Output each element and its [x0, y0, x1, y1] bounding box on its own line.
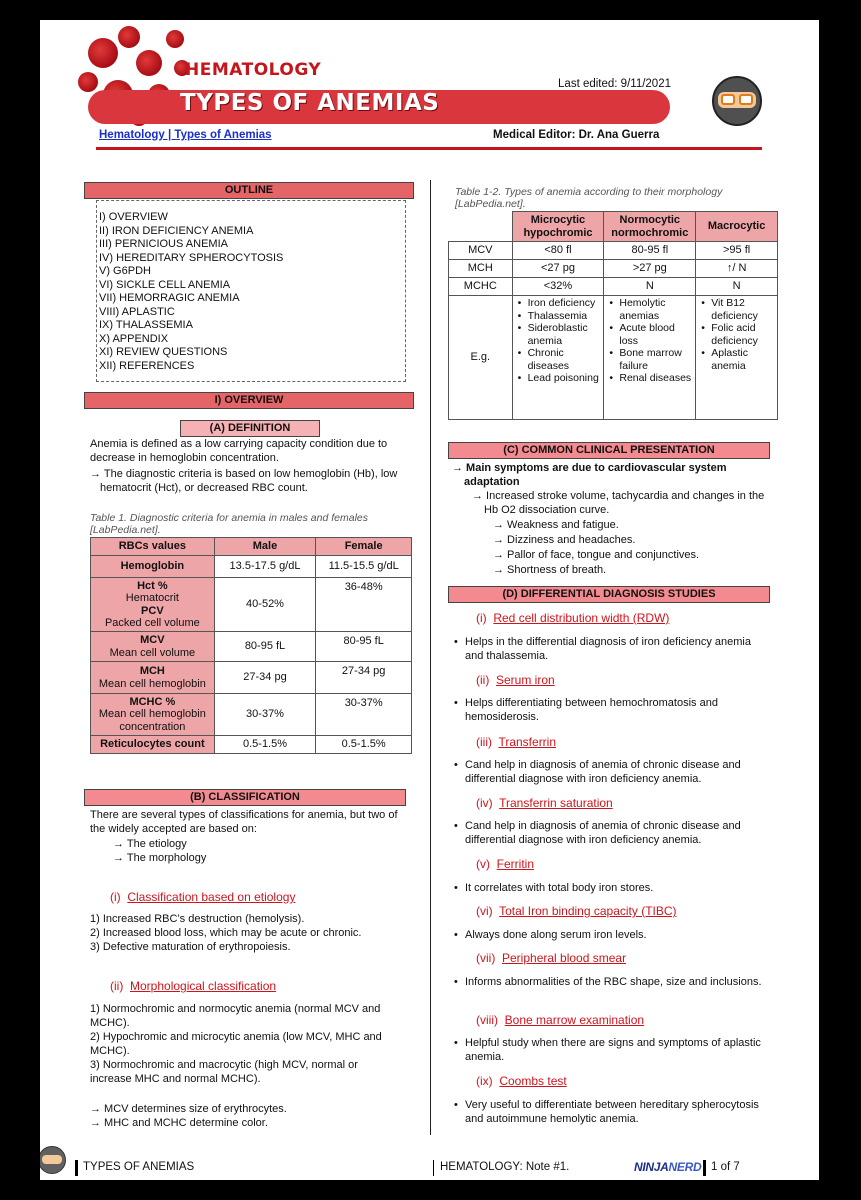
- female-value: 11.5-15.5 g/dL: [316, 556, 412, 578]
- outline-item[interactable]: IX) THALASSEMIA: [99, 319, 193, 331]
- table-row: [91, 736, 412, 754]
- definition-text: Anemia is defined as a low carrying capacity condition due to decrease in hemoglobin concentration.: [90, 438, 388, 464]
- study-name: Bone marrow examination: [504, 1013, 645, 1027]
- row-label: MCH: [449, 260, 513, 278]
- row-sublabel: Mean cell hemoglobin: [98, 677, 206, 690]
- morph-title: Morphological classification: [130, 979, 277, 993]
- document-page: [40, 20, 819, 1180]
- example-item: • Acute blood loss: [607, 322, 692, 347]
- clinical-sub: → Increased stroke volume, tachycardia and changes in the Hb O2 dissociation curve.: [472, 490, 765, 516]
- outline-item[interactable]: XI) REVIEW QUESTIONS: [99, 346, 228, 358]
- study-rdw-text: • Helps in the differential diagnosis of iron deficiency anemia and thalassemia.: [452, 635, 772, 663]
- table-row: [91, 578, 412, 632]
- etiology-title: Classification based on etiology: [127, 890, 296, 904]
- page-title: TYPES OF ANEMIAS: [180, 90, 440, 116]
- example-item: • Iron deficiency: [516, 297, 601, 310]
- study-ferritin-title: [476, 857, 534, 871]
- row-label: MCH: [139, 665, 165, 677]
- table2-caption: Table 1-2. Types of anemia according to their morphology [LabPedia.net].: [455, 186, 723, 210]
- study-bone-marrow-title: [476, 1013, 644, 1027]
- study-rdw-title: [476, 611, 669, 625]
- study-number: (iii): [476, 735, 492, 749]
- outline-item[interactable]: VI) SICKLE CELL ANEMIA: [99, 278, 231, 291]
- table-row: [449, 296, 778, 420]
- etiology-item: 1) Increased RBC’s destruction (hemolysis).: [90, 913, 305, 925]
- study-name: Ferritin: [496, 857, 535, 871]
- example-item: • Lead poisoning: [516, 372, 601, 385]
- morph-item: 2) Hypochromic and microcytic anemia (low MCV, MHC and MCHC).: [90, 1031, 382, 1057]
- study-name: Transferrin saturation: [499, 796, 613, 810]
- male-value: 80-95 fL: [214, 632, 316, 662]
- male-value: 30-37%: [214, 694, 316, 736]
- study-name: Red cell distribution width (RDW): [493, 611, 670, 625]
- outline-item[interactable]: III) PERNICIOUS ANEMIA: [99, 238, 228, 250]
- table-cell: N: [696, 278, 778, 296]
- classification-text: There are several types of classifications for anemia, but two of the widely accepted are based on:: [90, 809, 398, 835]
- example-item: • Thalassemia: [516, 310, 601, 323]
- study-transferrin-text: • Cand help in diagnosis of anemia of chronic disease and differential diagnose with iron deficiency anemia.: [452, 758, 782, 786]
- study-bone-marrow-text: • Helpful study when there are signs and symptoms of aplastic anemia.: [452, 1036, 772, 1064]
- ninja-nerd-logo: [634, 1160, 701, 1174]
- outline-item[interactable]: XII) REFERENCES: [99, 359, 195, 372]
- definition-arrow: → The diagnostic criteria is based on low hemoglobin (Hb), low hematocrit (Hct), or decreased RBC count.: [90, 468, 398, 494]
- table-cell: >27 pg: [604, 260, 696, 278]
- morph-item: 1) Normochromic and normocytic anemia (normal MCV and MCHC).: [90, 1003, 381, 1029]
- diagnostic-criteria-table: [90, 537, 412, 754]
- outline-item[interactable]: II) IRON DEFICIENCY ANEMIA: [99, 224, 254, 237]
- example-item: • Aplastic anemia: [699, 347, 774, 372]
- clinical-heading: (C) COMMON CLINICAL PRESENTATION: [448, 442, 770, 459]
- table-cell: <80 fl: [512, 242, 604, 260]
- outline-item[interactable]: IV) HEREDITARY SPHEROCYTOSIS: [99, 251, 284, 264]
- female-value: 36-48%: [316, 578, 412, 632]
- table-corner: [449, 212, 513, 242]
- column-divider: [430, 180, 431, 1135]
- row-sublabel: Hematocrit: [125, 592, 179, 604]
- breadcrumb-link[interactable]: Hematology | Types of Anemias: [99, 129, 272, 141]
- table-header: Male: [214, 538, 316, 556]
- morph-note: → MCV determines size of erythrocytes.: [90, 1103, 287, 1115]
- etiology-number: (i): [110, 890, 121, 904]
- row-label: Reticulocytes count: [100, 738, 205, 751]
- example-item: • Renal diseases: [607, 372, 692, 385]
- male-value: 0.5-1.5%: [214, 736, 316, 754]
- study-number: (i): [476, 611, 487, 625]
- row-label: MCHC: [449, 278, 513, 296]
- study-name: Total Iron binding capacity (TIBC): [499, 904, 677, 918]
- table-header: Female: [316, 538, 412, 556]
- ninja-mascot-small-icon: [40, 1146, 66, 1174]
- brand-label: HEMATOLOGY: [185, 60, 322, 80]
- study-transferrin-title: [476, 735, 556, 749]
- classification-arrow: → The etiology: [113, 838, 187, 850]
- study-serum-iron-title: [476, 673, 555, 687]
- ninja-mascot-icon: [712, 76, 762, 126]
- medical-editor: Medical Editor: Dr. Ana Guerra: [493, 129, 660, 141]
- study-blood-smear-title: [476, 951, 626, 965]
- footer-divider: [433, 1160, 434, 1176]
- outline-item[interactable]: I) OVERVIEW: [99, 211, 168, 223]
- classification-heading: (B) CLASSIFICATION: [84, 789, 406, 806]
- row-label: PCV: [141, 604, 164, 617]
- example-item: • Vit B12 deficiency: [699, 297, 774, 322]
- page-footer: [40, 1152, 819, 1180]
- example-item: • Sideroblastic anemia: [516, 322, 601, 347]
- study-number: (ix): [476, 1074, 493, 1088]
- table-cell: <27 pg: [512, 260, 604, 278]
- morph-item: 3) Normochromic and macrocytic (high MCV, normal or increase MHC and normal MCHC).: [90, 1059, 358, 1085]
- study-transferrin-saturation-title: [476, 796, 613, 810]
- outline-item[interactable]: X) APPENDIX: [99, 332, 169, 345]
- study-tibc-title: [476, 904, 677, 918]
- male-value: 40-52%: [214, 578, 316, 632]
- female-value: 80-95 fL: [316, 632, 412, 662]
- outline-item[interactable]: VIII) APLASTIC: [99, 305, 175, 318]
- study-name: Coombs test: [499, 1074, 567, 1088]
- logo-part: NINJA: [634, 1160, 669, 1174]
- study-number: (viii): [476, 1013, 498, 1027]
- study-name: Transferrin: [498, 735, 557, 749]
- table-row: [91, 662, 412, 694]
- row-sublabel: Mean cell volume: [109, 646, 196, 659]
- morphology-table: [448, 211, 778, 420]
- table-row: [449, 260, 778, 278]
- study-tibc-text: • Always done along serum iron levels.: [452, 928, 772, 942]
- footer-note: HEMATOLOGY: Note #1.: [440, 1161, 570, 1173]
- etiology-item: 3) Defective maturation of erythropoiesis.: [90, 941, 291, 953]
- clinical-item: → Weakness and fatigue.: [493, 519, 619, 531]
- table-header: Microcytic hypochromic: [512, 212, 604, 242]
- example-item: • Hemolytic anemias: [607, 297, 692, 322]
- outline-item[interactable]: VII) HEMORRAGIC ANEMIA: [99, 292, 240, 304]
- morph-subheading: [110, 979, 276, 993]
- classification-arrow: → The morphology: [113, 852, 207, 864]
- row-label: MCV: [140, 634, 165, 646]
- table-row: [91, 694, 412, 736]
- study-coombs-title: [476, 1074, 567, 1088]
- table-cell: >95 fl: [696, 242, 778, 260]
- table-row: [449, 278, 778, 296]
- outline-item[interactable]: V) G6PDH: [99, 265, 151, 277]
- study-serum-iron-text: • Helps differentiating between hemochromatosis and hemosiderosis.: [452, 696, 772, 724]
- table1-caption: Table 1. Diagnostic criteria for anemia in males and females [LabPedia.net].: [90, 512, 368, 536]
- definition-heading: (A) DEFINITION: [180, 420, 320, 437]
- row-label: Hemoglobin: [120, 560, 185, 573]
- row-sublabel: Mean cell hemoglobin concentration: [98, 708, 206, 733]
- clinical-item: → Shortness of breath.: [493, 564, 607, 576]
- table-header: Normocytic normochromic: [604, 212, 696, 242]
- table-header: RBCs values: [91, 538, 215, 556]
- row-label: Hct %: [137, 579, 168, 592]
- female-value: 27-34 pg: [316, 662, 412, 694]
- study-number: (v): [476, 857, 490, 871]
- outline-heading: OUTLINE: [84, 182, 414, 199]
- study-coombs-text: • Very useful to differentiate between hereditary spherocytosis and autoimmune hemolytic anemia.: [452, 1098, 772, 1126]
- clinical-item: → Dizziness and headaches.: [493, 534, 636, 546]
- study-name: Serum iron: [496, 673, 555, 687]
- table-cell: 80-95 fl: [604, 242, 696, 260]
- male-value: 27-34 pg: [214, 662, 316, 694]
- outline-box: [96, 200, 406, 382]
- etiology-item: 2) Increased blood loss, which may be acute or chronic.: [90, 927, 362, 939]
- table-cell: N: [604, 278, 696, 296]
- study-number: (vi): [476, 904, 493, 918]
- table-header: Macrocytic: [696, 212, 778, 242]
- row-label: MCV: [449, 242, 513, 260]
- example-item: • Bone marrow failure: [607, 347, 692, 372]
- clinical-main: → Main symptoms are due to cardiovascular system adaptation: [452, 462, 727, 488]
- table-cell: ↑/ N: [696, 260, 778, 278]
- morph-note: → MHC and MCHC determine color.: [90, 1117, 268, 1129]
- header-divider: [96, 147, 762, 150]
- footer-title: TYPES OF ANEMIAS: [83, 1161, 195, 1173]
- page-number: 1 of 7: [711, 1161, 740, 1173]
- overview-heading: I) OVERVIEW: [84, 392, 414, 409]
- female-value: 0.5-1.5%: [316, 736, 412, 754]
- morph-number: (ii): [110, 979, 124, 993]
- study-blood-smear-text: • Informs abnormalities of the RBC shape, size and inclusions.: [452, 975, 772, 989]
- study-name: Peripheral blood smear: [502, 951, 627, 965]
- table-row: [91, 556, 412, 578]
- footer-divider: [75, 1160, 78, 1176]
- example-item: • Chronic diseases: [516, 347, 601, 372]
- footer-divider: [703, 1160, 706, 1176]
- female-value: 30-37%: [316, 694, 412, 736]
- table-row: [449, 242, 778, 260]
- clinical-item: → Pallor of face, tongue and conjunctives.: [493, 549, 700, 561]
- row-sublabel: Packed cell volume: [104, 617, 200, 629]
- study-transferrin-saturation-text: • Cand help in diagnosis of anemia of chronic disease and differential diagnose with iron deficiency anemia.: [452, 819, 782, 847]
- diagnosis-heading: (D) DIFFERENTIAL DIAGNOSIS STUDIES: [448, 586, 770, 603]
- table-row: [91, 632, 412, 662]
- row-label: MCHC %: [129, 695, 176, 708]
- study-number: (iv): [476, 796, 493, 810]
- study-ferritin-text: • It correlates with total body iron stores.: [452, 881, 772, 895]
- male-value: 13.5-17.5 g/dL: [214, 556, 316, 578]
- etiology-subheading: [110, 890, 295, 904]
- example-item: • Folic acid deficiency: [699, 322, 774, 347]
- study-number: (vii): [476, 951, 496, 965]
- study-number: (ii): [476, 673, 490, 687]
- row-label: E.g.: [449, 296, 513, 420]
- last-edited: Last edited: 9/11/2021: [558, 78, 671, 90]
- logo-part: NERD: [668, 1160, 702, 1174]
- table-cell: <32%: [512, 278, 604, 296]
